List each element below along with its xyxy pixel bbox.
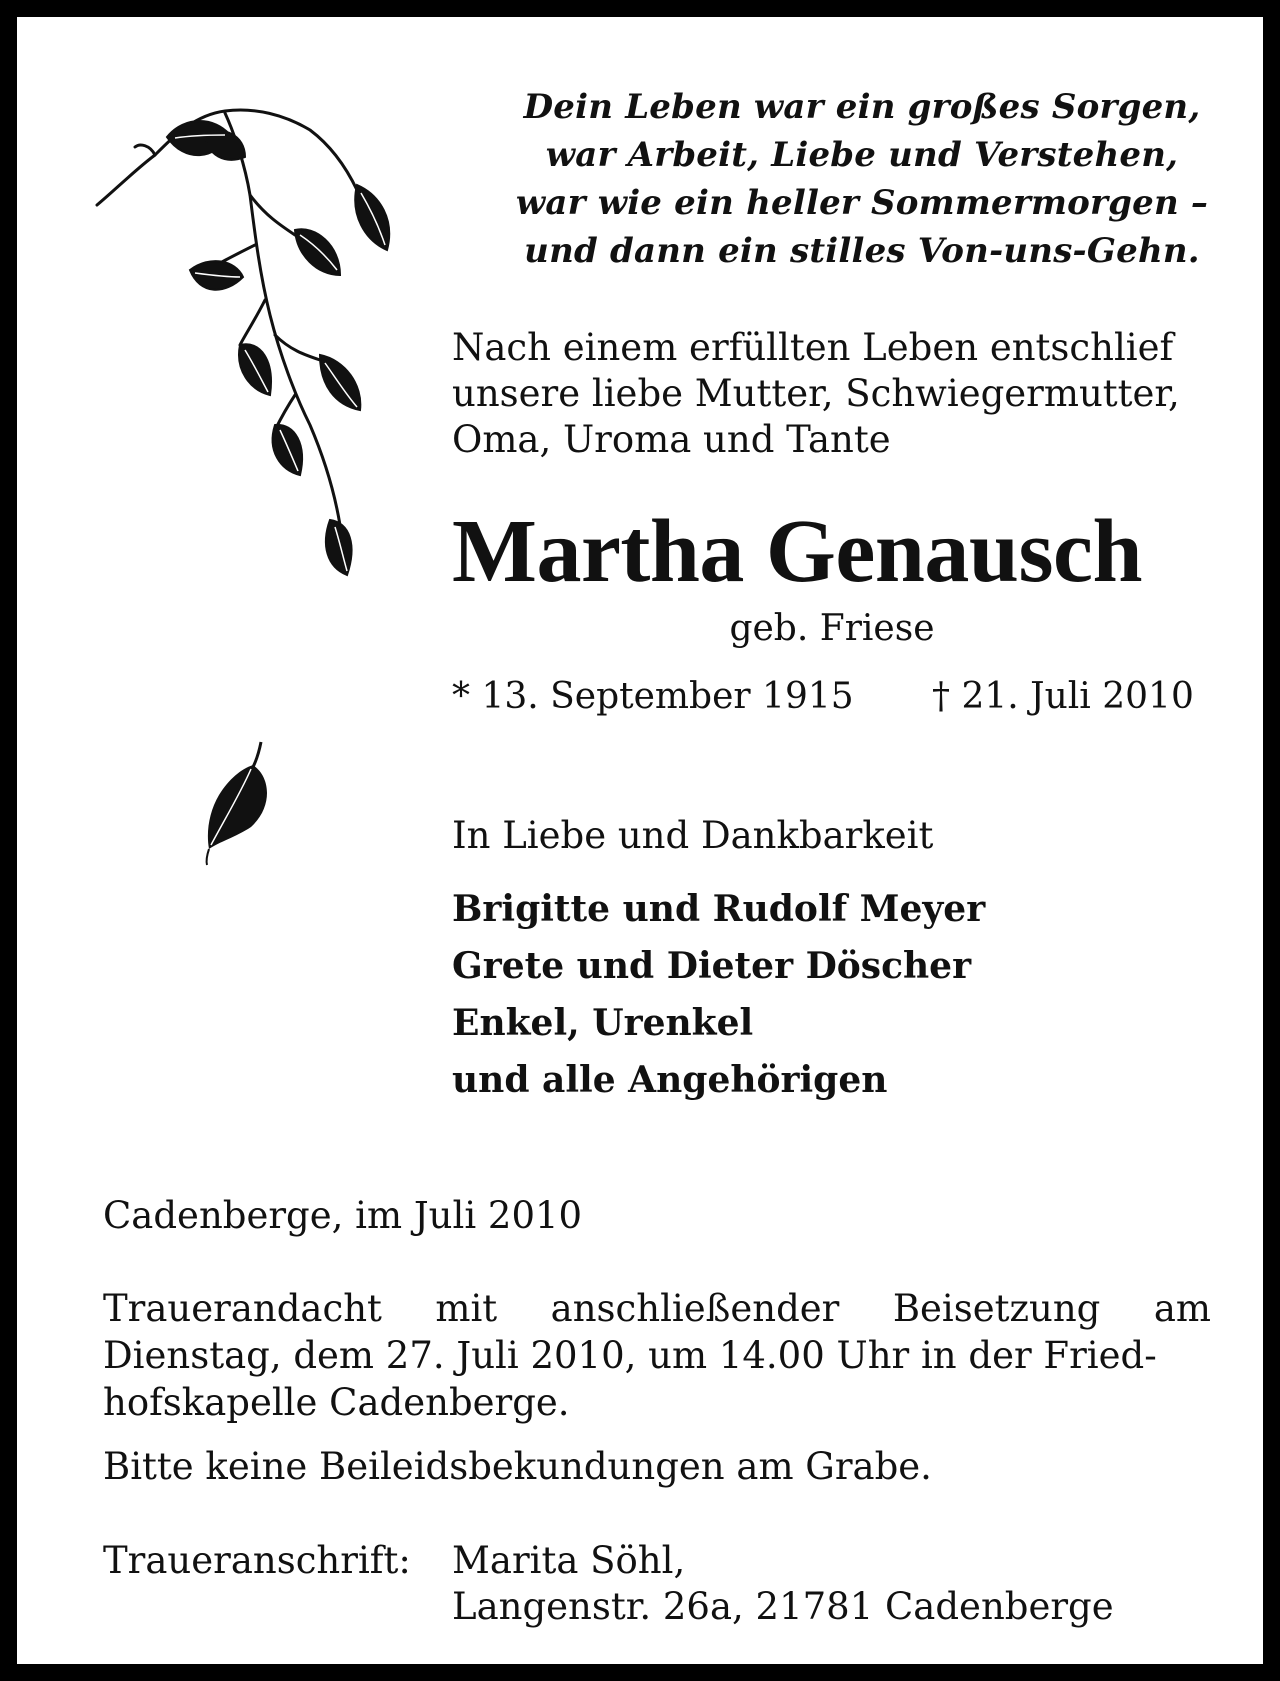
- mourning-address: [452, 1538, 1114, 1630]
- announcement-line: Oma, Uroma und Tante: [452, 418, 891, 461]
- mourner-entry: und alle Angehörigen: [452, 1059, 888, 1101]
- condolence-request: Bitte keine Beileidsbekundungen am Grabe.: [103, 1445, 932, 1488]
- service-line: hofskapelle Cadenberge.: [103, 1381, 570, 1424]
- maiden-name: geb. Friese: [729, 608, 935, 649]
- announcement-line: Nach einem erfüllten Leben entschlief: [452, 326, 1174, 369]
- mourner-entry: Grete und Dieter Döscher: [452, 945, 972, 987]
- place-date: Cadenberge, im Juli 2010: [103, 1194, 583, 1237]
- poem-line: war wie ein heller Sommermorgen –: [515, 183, 1209, 223]
- mourner-entry: Brigitte und Rudolf Meyer: [452, 888, 986, 930]
- deceased-name: Martha Genausch: [452, 502, 1142, 601]
- birth-date: * 13. September 1915: [452, 676, 854, 717]
- address-label: Traueranschrift:: [103, 1539, 411, 1582]
- mourners-intro: In Liebe und Dankbarkeit: [452, 814, 934, 857]
- address-line: Langenstr. 26a, 21781 Cadenberge: [452, 1585, 1114, 1628]
- birch-branch-icon: [95, 105, 435, 605]
- service-line: Trauerandacht mit anschließender Beisetzung am: [103, 1287, 1211, 1330]
- falling-leaf-icon: [201, 737, 281, 867]
- poem-line: war Arbeit, Liebe und Verstehen,: [545, 135, 1179, 175]
- poem-line: Dein Leben war ein großes Sorgen,: [523, 87, 1201, 127]
- mourners-list: [452, 881, 985, 1109]
- address-line: Marita Söhl,: [452, 1539, 686, 1582]
- announcement-line: unsere liebe Mutter, Schwiegermutter,: [452, 372, 1180, 415]
- death-date: † 21. Juli 2010: [932, 676, 1194, 717]
- service-info: [103, 1285, 1211, 1426]
- poem-line: und dann ein stilles Von-uns-Gehn.: [524, 231, 1200, 271]
- mourner-entry: Enkel, Urenkel: [452, 1002, 754, 1044]
- poem: [457, 83, 1267, 275]
- service-line: Dienstag, dem 27. Juli 2010, um 14.00 Uhr in der Fried-: [103, 1334, 1157, 1377]
- announcement-text: [452, 325, 1180, 463]
